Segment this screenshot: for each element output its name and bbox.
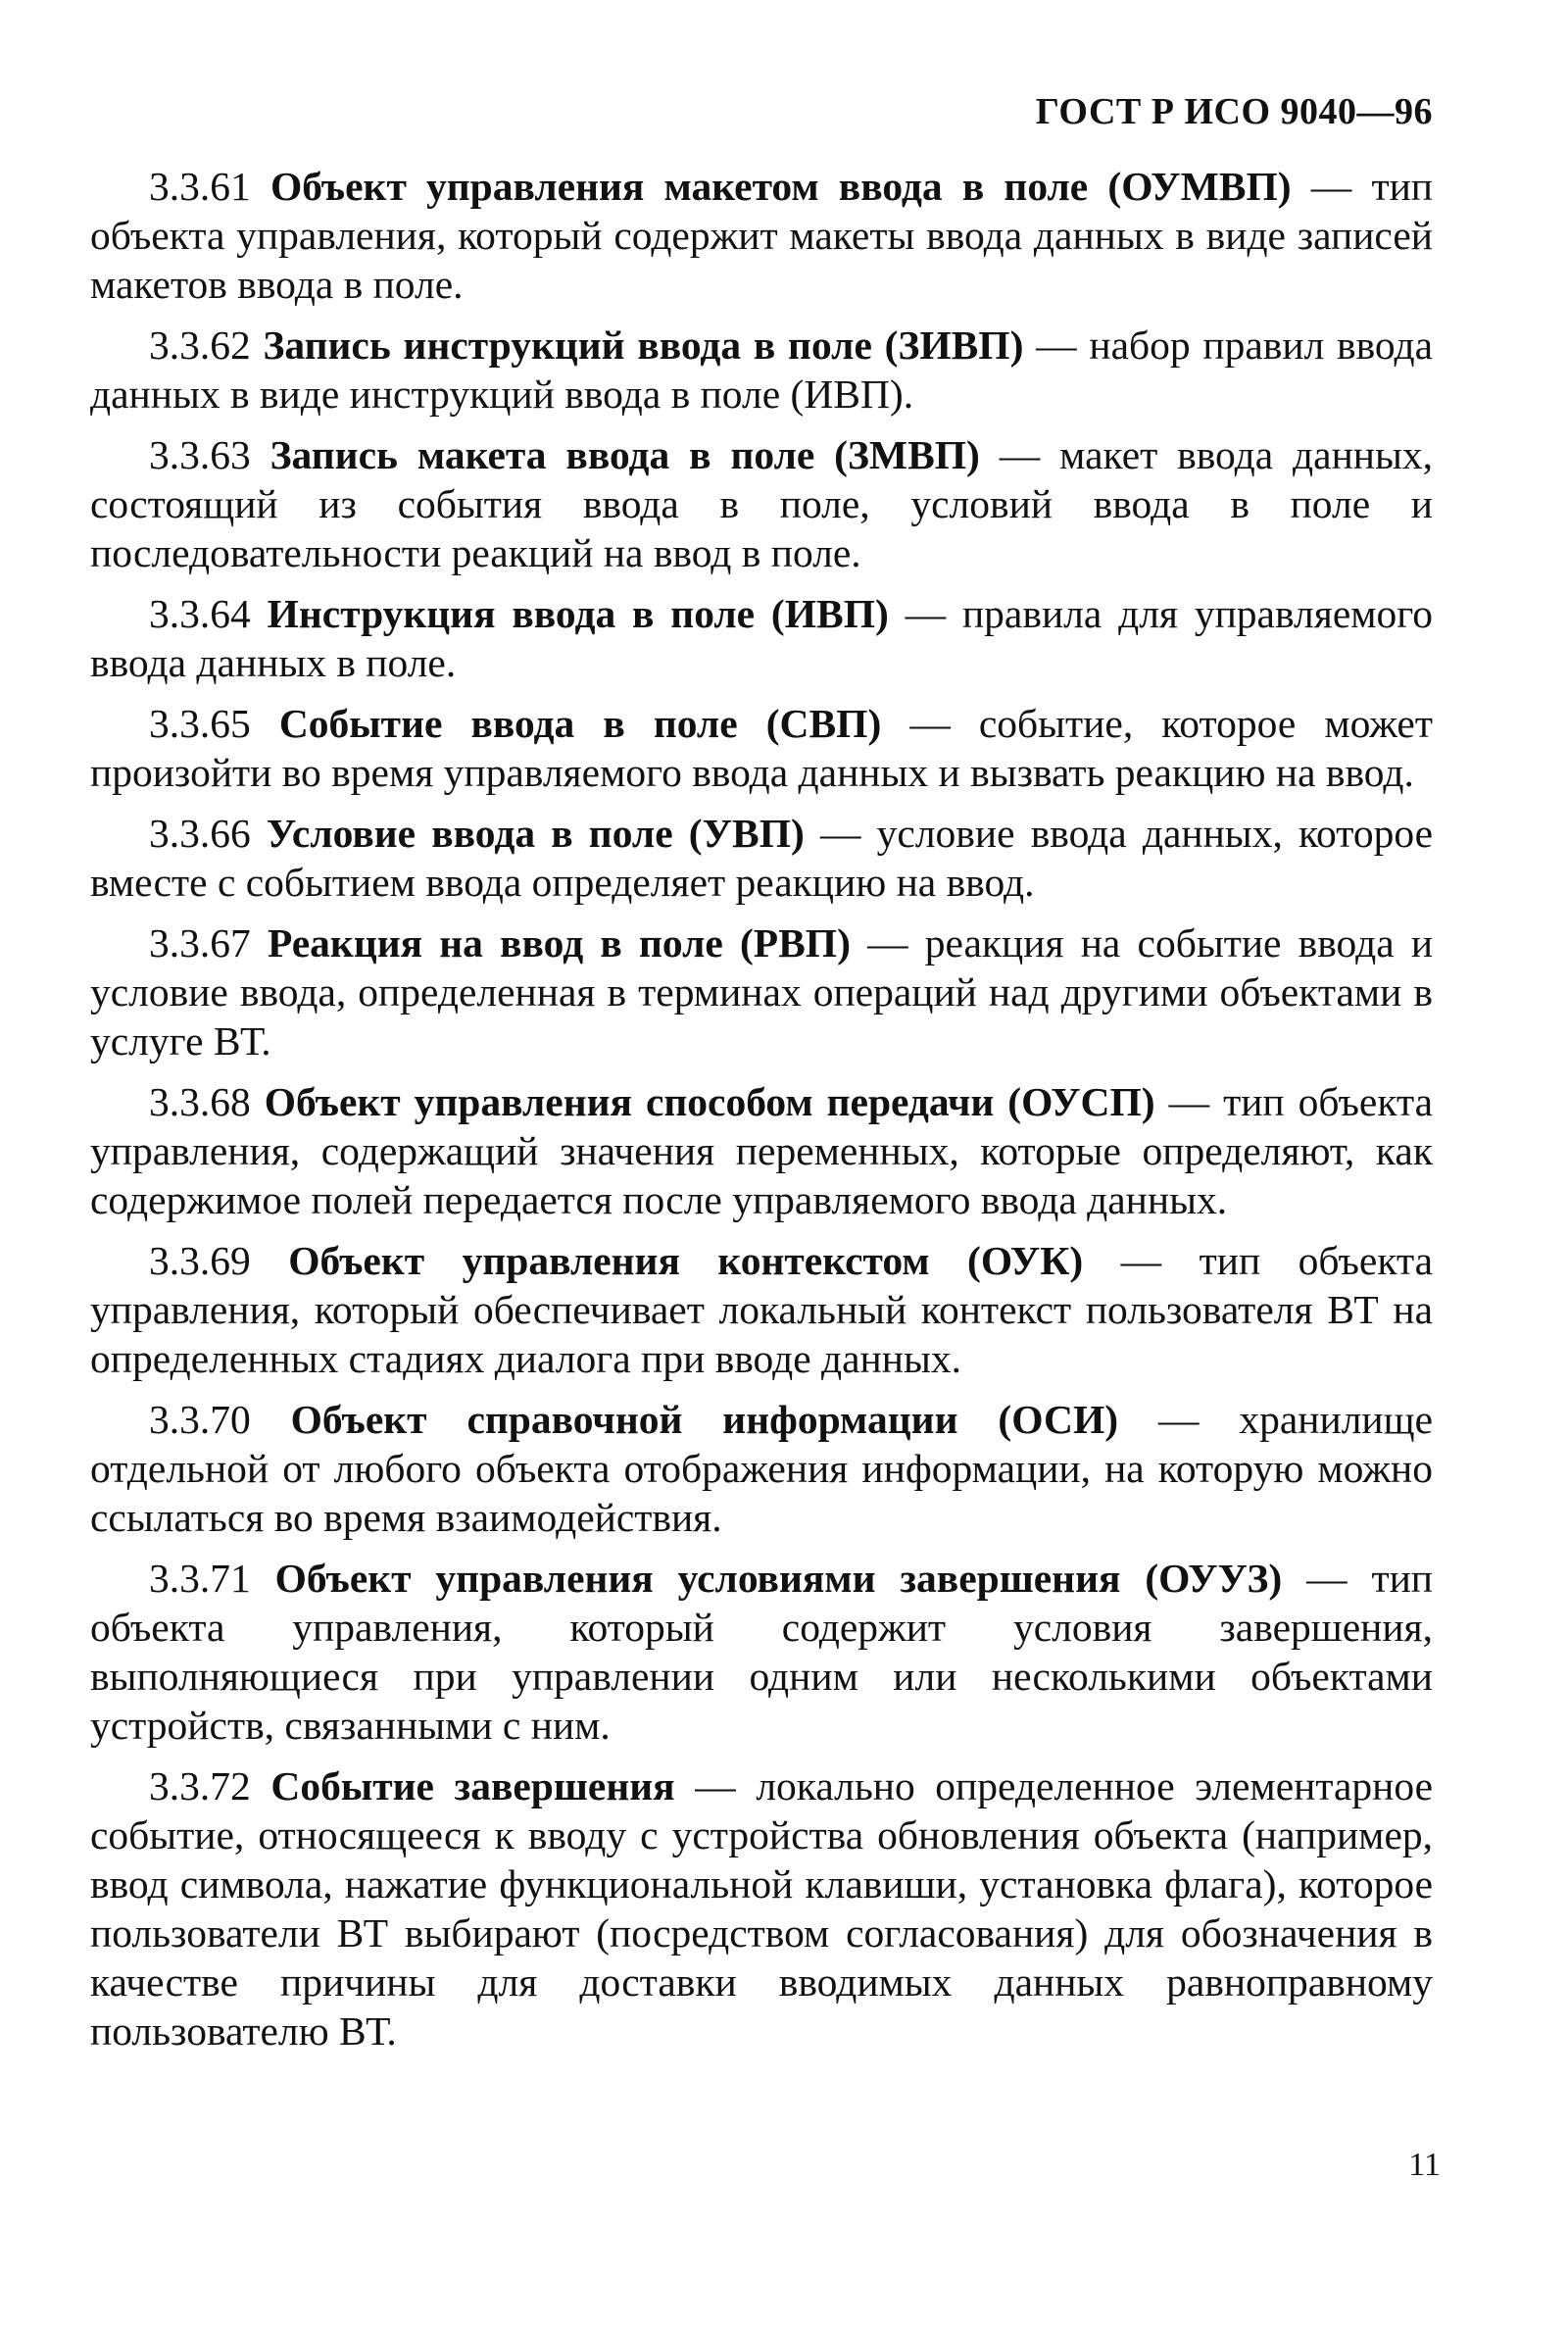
definition-text: — макет ввода данных, состоящий из события ввода в поле, условий ввода в поле и последовательности реакций на ввод в поле. xyxy=(90,432,1433,575)
clause-number: 3.3.67 xyxy=(149,920,251,966)
clause-number: 3.3.71 xyxy=(149,1556,251,1601)
definition-text: — тип объекта управления, который содержит макеты ввода данных в виде записей макетов ввода в поле. xyxy=(90,164,1434,307)
definition-entry xyxy=(90,1761,1433,2056)
clause-number: 3.3.64 xyxy=(149,591,251,636)
term: Условие ввода в поле (УВП) xyxy=(266,811,805,856)
definition-entry xyxy=(90,321,1433,419)
definition-entry xyxy=(90,589,1433,687)
term: Инструкция ввода в поле (ИВП) xyxy=(267,591,889,636)
definition-text: — правила для управляемого ввода данных в поле. xyxy=(90,591,1433,685)
clause-number: 3.3.68 xyxy=(149,1079,251,1124)
clause-number: 3.3.62 xyxy=(149,322,251,368)
definitions-list xyxy=(90,162,1433,2067)
definition-entry xyxy=(90,1077,1433,1224)
term: Событие ввода в поле (СВП) xyxy=(278,701,882,746)
term: Объект управления контекстом (ОУК) xyxy=(288,1238,1084,1283)
term: Объект управления макетом ввода в поле (ОУМВП) xyxy=(270,164,1292,209)
definition-text: — событие, которое может произойти во время управляемого ввода данных и вызвать реакцию на ввод. xyxy=(90,701,1433,795)
definition-text: — тип объекта управления, содержащий значения переменных, которые определяют, как содержимое полей передается после управляемого ввода данных. xyxy=(90,1079,1434,1222)
term: Объект управления условиями завершения (ОУУЗ) xyxy=(274,1556,1283,1601)
clause-number: 3.3.70 xyxy=(149,1397,251,1442)
clause-number: 3.3.61 xyxy=(149,164,251,209)
term: Объект справочной информации (ОСИ) xyxy=(290,1397,1119,1442)
term: Реакция на ввод в поле (РВП) xyxy=(267,920,851,966)
term: Объект управления способом передачи (ОУСП) xyxy=(264,1079,1155,1124)
definition-entry xyxy=(90,699,1433,797)
definition-text: — хранилище отдельной от любого объекта отображения информации, на которую можно ссылаться во время взаимодействия. xyxy=(90,1397,1434,1540)
clause-number: 3.3.63 xyxy=(149,432,251,477)
clause-number: 3.3.69 xyxy=(149,1238,251,1283)
clause-number: 3.3.72 xyxy=(149,1763,251,1808)
term: Событие завершения xyxy=(270,1763,675,1808)
definition-entry xyxy=(90,1236,1433,1383)
definition-entry xyxy=(90,918,1433,1065)
clause-number: 3.3.65 xyxy=(149,701,251,746)
running-header: ГОСТ Р ИСО 9040—96 xyxy=(1035,91,1433,132)
definition-text: — условие ввода данных, которое вместе с событием ввода определяет реакцию на ввод. xyxy=(90,811,1434,905)
definition-text: — локально определенное элементарное событие, относящееся к вводу с устройства обновления объекта (например, ввод символа, нажатие функциональной клавиши, установка флага), которое пользователи ВТ выбирают (посредством согласования) для обозначения в качестве причины для доставки вводимых данных равноправному пользователю ВТ. xyxy=(90,1763,1434,2054)
definition-entry xyxy=(90,1395,1433,1542)
page-number: 11 xyxy=(1408,2147,1441,2183)
definition-entry xyxy=(90,1554,1433,1750)
definition-entry xyxy=(90,430,1433,577)
definition-text: — тип объекта управления, который содержит условия завершения, выполняющиеся при управлении одним или несколькими объектами устройств, связанными с ним. xyxy=(90,1556,1434,1748)
term: Запись макета ввода в поле (ЗМВП) xyxy=(270,432,980,477)
definition-text: — тип объекта управления, который обеспечивает локальный контекст пользователя ВТ на определенных стадиях диалога при вводе данных. xyxy=(90,1238,1434,1381)
clause-number: 3.3.66 xyxy=(149,811,251,856)
definition-entry xyxy=(90,162,1433,309)
definition-entry xyxy=(90,809,1433,907)
definition-text: — реакция на событие ввода и условие ввода, определенная в терминах операций над другими объектами в услуге ВТ. xyxy=(90,920,1434,1064)
definition-text: — набор правил ввода данных в виде инструкций ввода в поле (ИВП). xyxy=(90,322,1434,417)
term: Запись инструкций ввода в поле (ЗИВП) xyxy=(263,322,1024,368)
